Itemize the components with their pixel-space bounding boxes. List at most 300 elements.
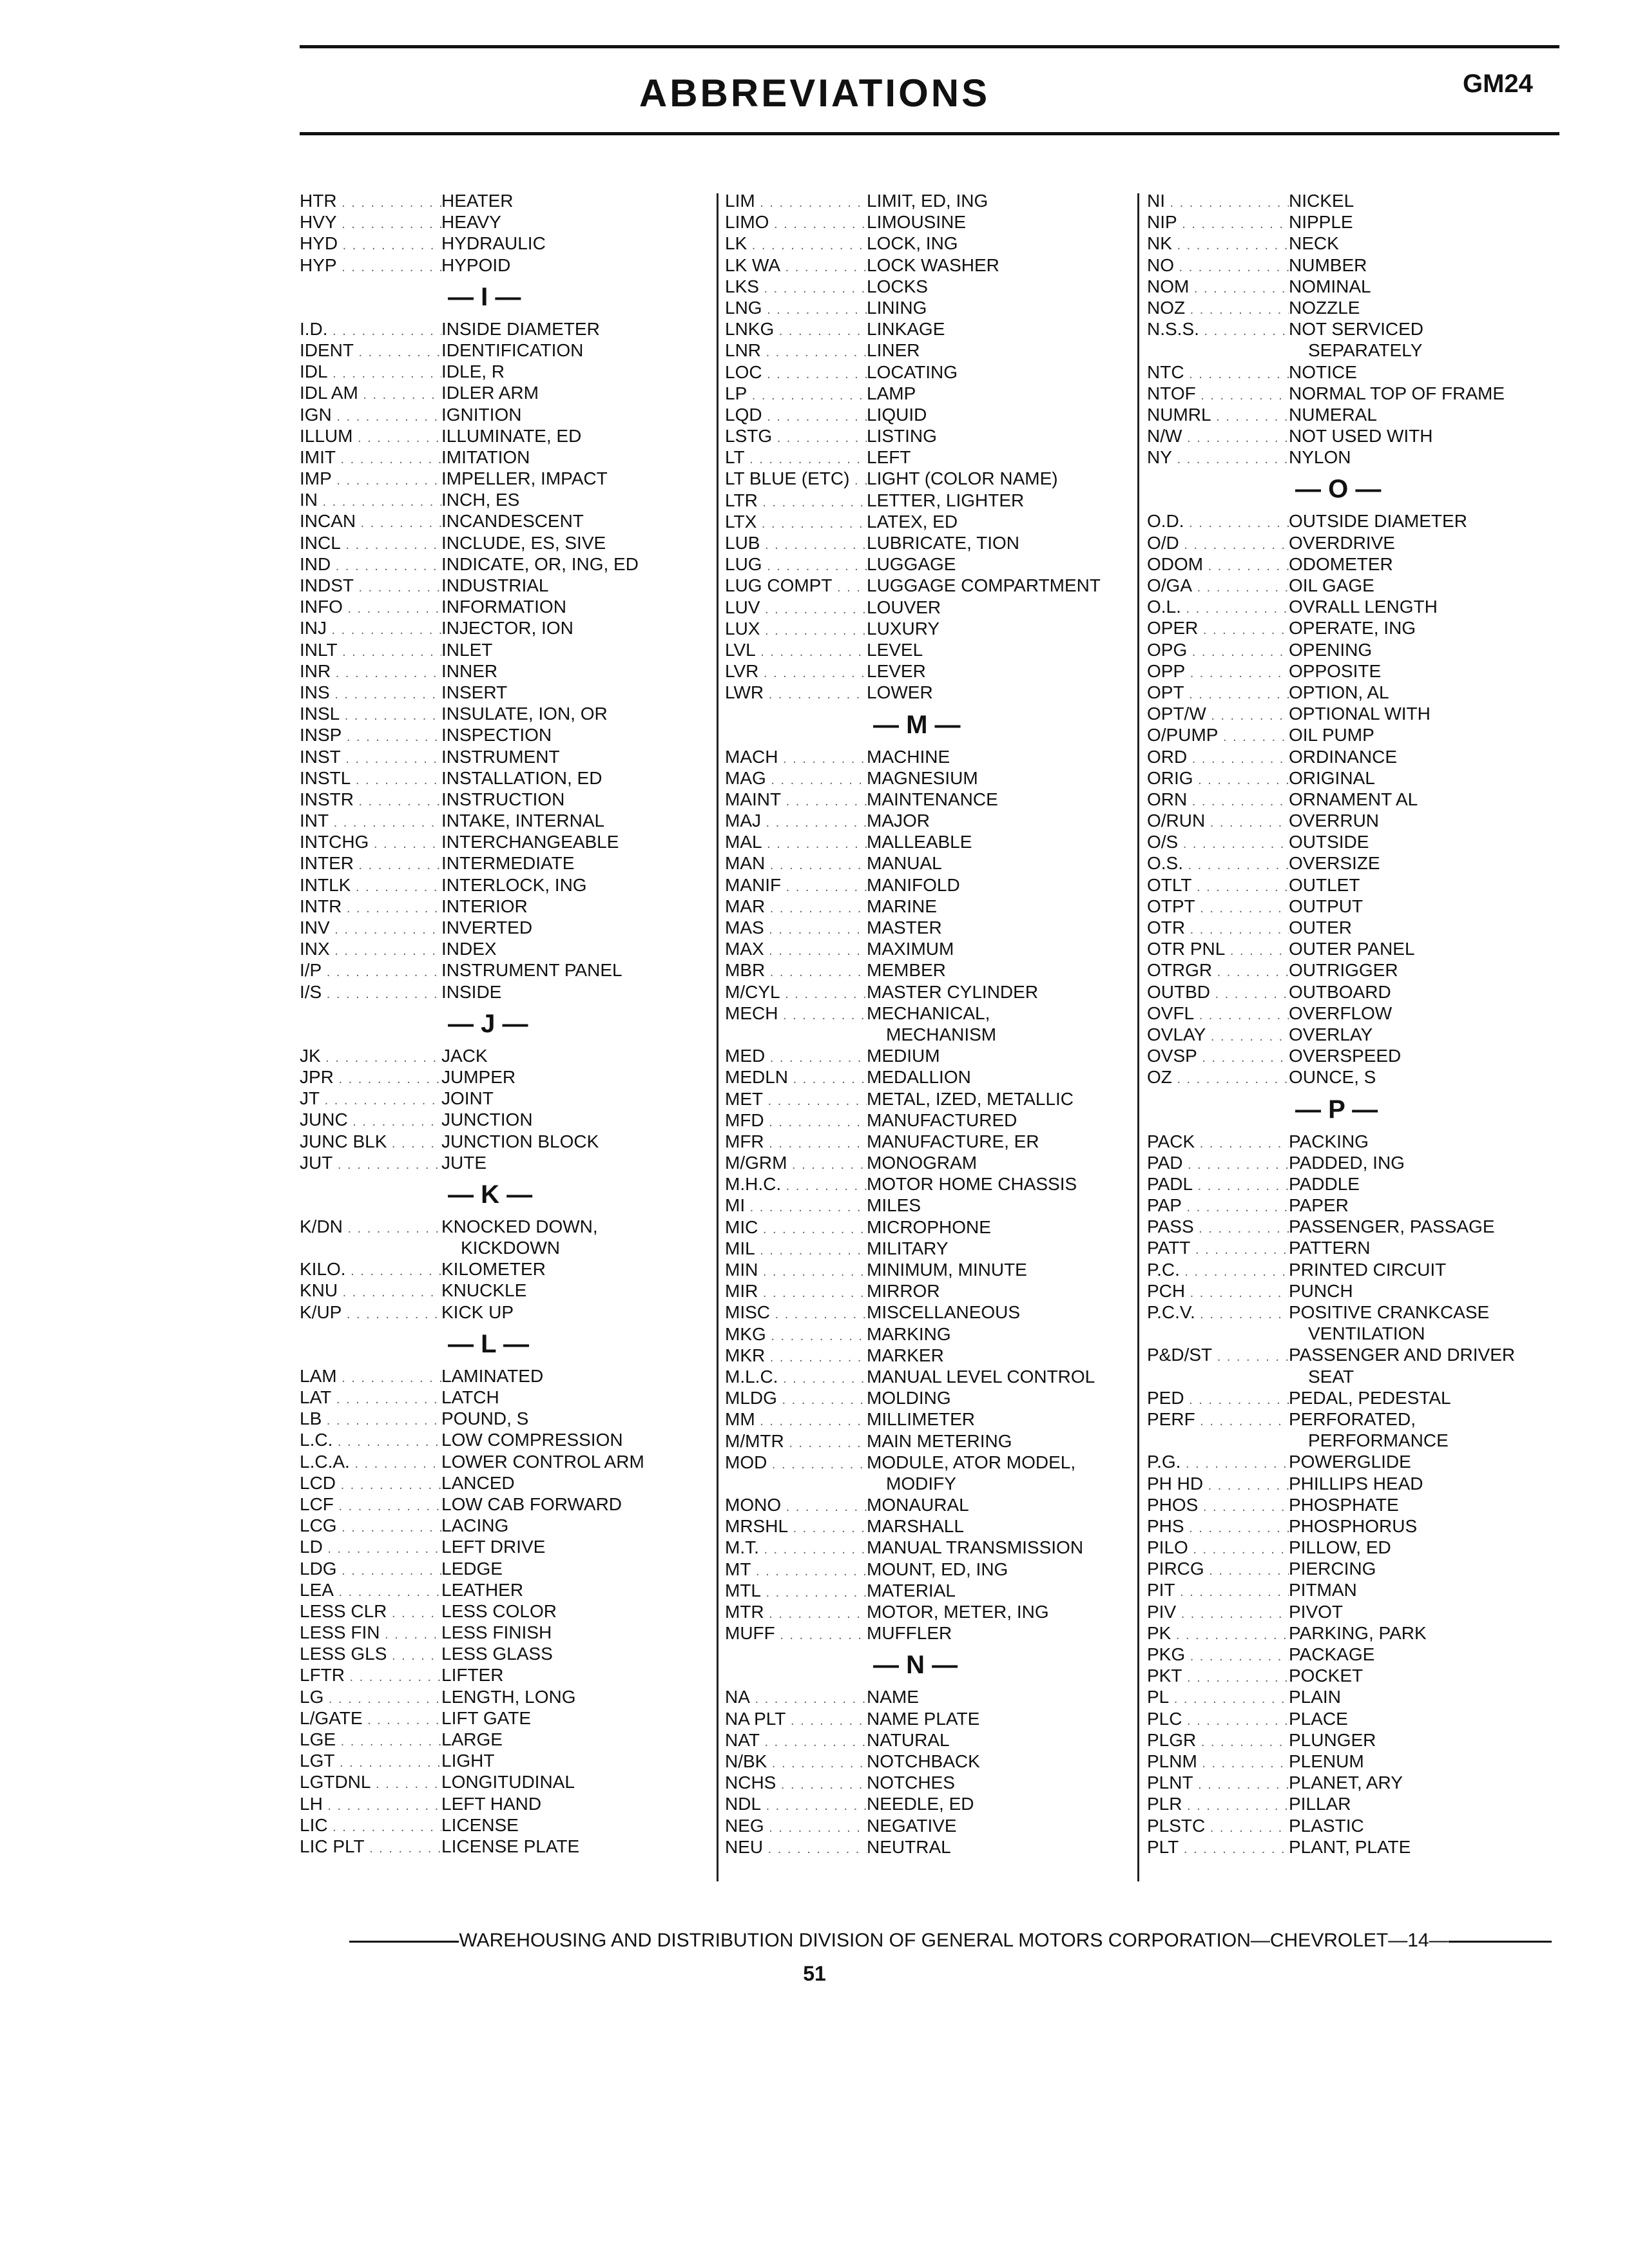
- abbreviation-entry: [300, 1750, 644, 1771]
- meaning: PERFORATED,: [1289, 1408, 1416, 1429]
- abbreviation: [1147, 810, 1289, 834]
- abbreviation-text: MAX: [725, 939, 764, 959]
- abbreviation: [725, 383, 867, 407]
- meaning: PIERCING: [1289, 1559, 1376, 1579]
- abbreviation: [300, 724, 441, 748]
- meaning: LIFTER: [441, 1665, 504, 1686]
- abbreviation-text: PLC: [1147, 1708, 1182, 1729]
- abbreviation: [1147, 233, 1289, 256]
- abbreviation: [300, 1515, 441, 1539]
- abbreviation-entry: [725, 1772, 1101, 1793]
- meaning: KILOMETER: [441, 1259, 546, 1280]
- abbreviation: [1147, 981, 1289, 1005]
- abbreviation-entry: [725, 1601, 1101, 1622]
- abbreviation-entry: [300, 1066, 644, 1088]
- abbreviation: [1147, 1622, 1289, 1646]
- abbreviation-text: NEU: [725, 1836, 764, 1857]
- abbreviation-text: MKG: [725, 1323, 766, 1344]
- abbreviation-entry: [725, 1345, 1101, 1366]
- abbreviation: [725, 468, 867, 492]
- abbreviation-text: PLT: [1147, 1836, 1179, 1857]
- abbreviation-text: INTLK: [300, 874, 351, 895]
- abbreviation: [1147, 1751, 1289, 1774]
- abbreviation-text: L.C.A.: [300, 1451, 350, 1472]
- abbreviation: [300, 1536, 441, 1560]
- abbreviation-entry: [1147, 1537, 1515, 1558]
- meaning: LUBRICATE, TION: [867, 533, 1020, 553]
- abbreviation-entry: [300, 831, 644, 852]
- abbreviation-entry: [300, 810, 644, 831]
- abbreviation-entry: [1147, 510, 1515, 532]
- abbreviation-entry: [300, 1365, 644, 1387]
- abbreviation-text: LGT: [300, 1751, 335, 1771]
- abbreviation-entry: [725, 1323, 1101, 1345]
- header-bottom-rule: [300, 132, 1559, 135]
- abbreviation: [725, 874, 867, 898]
- abbreviation: [1147, 874, 1289, 898]
- abbreviation-entry: [300, 575, 644, 596]
- abbreviation-entry: [1147, 746, 1515, 767]
- abbreviation-text: NCHS: [725, 1773, 776, 1793]
- abbreviation: [1147, 1494, 1289, 1518]
- abbreviation-text: MTR: [725, 1602, 764, 1622]
- abbreviation-entry: [725, 1238, 1101, 1259]
- abbreviation-entry: [725, 1280, 1101, 1302]
- abbreviation-entry: [300, 874, 644, 896]
- abbreviation: [300, 1494, 441, 1517]
- abbreviation: [725, 1729, 867, 1753]
- abbreviation-text: LKS: [725, 276, 759, 296]
- abbreviation-entry: [1147, 1494, 1515, 1515]
- meaning: HEAVY: [441, 212, 501, 233]
- abbreviation: [300, 981, 441, 1005]
- meaning: PLANT, PLATE: [1289, 1836, 1411, 1857]
- meaning: HEATER: [441, 191, 514, 211]
- meaning: MOTOR HOME CHASSIS: [867, 1174, 1077, 1195]
- abbreviation-text: L.C.: [300, 1430, 333, 1450]
- abbreviation-entry: [1147, 1815, 1515, 1836]
- abbreviation-text: LD: [300, 1537, 323, 1557]
- abbreviation-text: OVFL: [1147, 1003, 1195, 1023]
- abbreviation-text: M/MTR: [725, 1430, 784, 1451]
- meaning: INSTRUMENT: [441, 746, 560, 767]
- abbreviation-entry: [1147, 596, 1515, 617]
- meaning: PLUNGER: [1289, 1729, 1376, 1750]
- abbreviation: [1147, 1173, 1289, 1197]
- abbreviation: [300, 682, 441, 706]
- meaning-continuation: VENTILATION: [1308, 1323, 1425, 1344]
- meaning: LISTING: [867, 426, 937, 447]
- meaning: MALLEABLE: [867, 832, 972, 852]
- abbreviation-entry: [725, 682, 1101, 703]
- abbreviation-entry: [1147, 1558, 1515, 1579]
- abbreviation: [725, 1494, 867, 1518]
- abbreviation-text: PL: [1147, 1687, 1170, 1707]
- meaning: LIGHT: [441, 1751, 495, 1771]
- meaning: NUMBER: [1289, 255, 1367, 275]
- abbreviation-text: P&D/ST: [1147, 1345, 1213, 1365]
- abbreviation-entry: [1147, 1216, 1515, 1237]
- abbreviation-text: O/PUMP: [1147, 725, 1219, 745]
- abbreviation-entry: [1147, 1302, 1515, 1323]
- abbreviation-entry: [300, 1451, 644, 1472]
- meaning: HYPOID: [441, 255, 511, 275]
- meaning: INVERTED: [441, 918, 533, 937]
- meaning: LEVER: [867, 661, 926, 682]
- meaning: INSIDE DIAMETER: [441, 318, 600, 339]
- abbreviation-text: MI: [725, 1195, 746, 1216]
- meaning: LEVEL: [867, 639, 923, 660]
- abbreviation: [1147, 1793, 1289, 1817]
- abbreviation: [1147, 361, 1289, 385]
- abbreviation-entry: [300, 1793, 644, 1814]
- abbreviation-entry: [300, 190, 644, 211]
- abbreviation-entry: [725, 276, 1101, 297]
- abbreviation: [1147, 190, 1289, 214]
- abbreviation-text: MAJ: [725, 811, 761, 831]
- meaning: PARKING, PARK: [1289, 1622, 1427, 1643]
- footer-text: WAREHOUSING AND DISTRIBUTION DIVISION OF GENERAL MOTORS CORPORATION—CHEVROLET—14: [459, 1930, 1429, 1951]
- abbreviation: [1147, 938, 1289, 962]
- meaning: OUTBOARD: [1289, 981, 1391, 1002]
- abbreviation-entry: [1147, 1708, 1515, 1729]
- meaning: MONAURAL: [867, 1495, 969, 1515]
- abbreviation: [1147, 1772, 1289, 1796]
- meaning: OUTLET: [1289, 874, 1360, 895]
- abbreviation: [1147, 1644, 1289, 1667]
- abbreviation-text: PATT: [1147, 1238, 1191, 1258]
- abbreviation-text: LESS CLR: [300, 1600, 387, 1621]
- abbreviation: [725, 361, 867, 385]
- abbreviation-text: LFTR: [300, 1665, 345, 1686]
- abbreviation: [1147, 617, 1289, 641]
- section-heading: — O —: [1295, 475, 1382, 504]
- meaning: OVRALL LENGTH: [1289, 597, 1438, 617]
- meaning: LESS GLASS: [441, 1644, 553, 1664]
- meaning: PACKAGE: [1289, 1644, 1375, 1664]
- abbreviation: [1147, 1259, 1289, 1283]
- abbreviation-entry: [1147, 1280, 1515, 1302]
- abbreviation-text: M/CYL: [725, 981, 780, 1002]
- abbreviation: [1147, 703, 1289, 727]
- abbreviation-text: INTR: [300, 896, 342, 916]
- abbreviation: [725, 1580, 867, 1604]
- meaning: MISCELLANEOUS: [867, 1302, 1021, 1323]
- abbreviation-text: ORN: [1147, 789, 1188, 809]
- abbreviation-text: INCAN: [300, 511, 356, 532]
- abbreviation: [725, 1686, 867, 1710]
- abbreviation-entry: [300, 1280, 644, 1301]
- abbreviation: [1147, 276, 1289, 300]
- abbreviation: [300, 1258, 441, 1282]
- abbreviation: [1147, 255, 1289, 278]
- abbreviation: [725, 255, 867, 278]
- meaning: LUGGAGE COMPARTMENT: [867, 575, 1101, 596]
- abbreviation: [1147, 510, 1289, 534]
- abbreviation: [300, 1836, 441, 1860]
- abbreviation: [725, 1238, 867, 1262]
- abbreviation-entry: [300, 318, 644, 340]
- meaning: MARKER: [867, 1345, 944, 1365]
- abbreviation-column-2: [725, 190, 1101, 1858]
- meaning: ORIGINAL: [1289, 767, 1375, 788]
- abbreviation-text: MAG: [725, 767, 766, 788]
- abbreviation: [725, 639, 867, 663]
- abbreviation-text: OTR: [1147, 918, 1186, 937]
- abbreviation-text: LIM: [725, 191, 755, 211]
- abbreviation: [300, 703, 441, 727]
- abbreviation-entry: [1147, 1579, 1515, 1600]
- abbreviation: [300, 1387, 441, 1410]
- abbreviation-text: NTOF: [1147, 383, 1196, 403]
- abbreviation-text: O/D: [1147, 532, 1179, 553]
- meaning: LIQUID: [867, 404, 927, 425]
- abbreviation-entry: [300, 1536, 644, 1557]
- abbreviation-text: MIC: [725, 1216, 758, 1237]
- abbreviation-entry: [725, 447, 1101, 468]
- section-heading: — I —: [448, 282, 521, 311]
- abbreviation-entry: [725, 981, 1101, 1003]
- abbreviation-entry: [1147, 1686, 1515, 1707]
- abbreviation-text: LH: [300, 1793, 323, 1814]
- meaning: POUND, S: [441, 1408, 529, 1429]
- meaning: NEUTRAL: [867, 1836, 951, 1857]
- abbreviation-entry: [725, 618, 1101, 639]
- abbreviation-text: IMIT: [300, 447, 336, 467]
- meaning: INSERT: [441, 682, 508, 702]
- abbreviation-text: MFR: [725, 1131, 764, 1151]
- abbreviation-text: LT: [725, 447, 745, 468]
- abbreviation-entry: [300, 447, 644, 468]
- abbreviation-entry: [725, 852, 1101, 874]
- abbreviation-text: JUNC: [300, 1110, 348, 1130]
- abbreviation: [1147, 1066, 1289, 1090]
- top-rule: [300, 45, 1559, 48]
- abbreviation-text: NUMRL: [1147, 404, 1211, 425]
- abbreviation-entry: [300, 703, 644, 724]
- meaning: LEFT DRIVE: [441, 1537, 546, 1557]
- abbreviation: [1147, 297, 1289, 321]
- abbreviation-text: PADL: [1147, 1173, 1193, 1194]
- abbreviation: [300, 1302, 441, 1325]
- section-heading: — L —: [448, 1329, 529, 1358]
- abbreviation-text: NAT: [725, 1729, 760, 1750]
- abbreviation: [1147, 1131, 1289, 1155]
- abbreviation-text: LESS FIN: [300, 1622, 380, 1643]
- abbreviation-text: MT: [725, 1559, 751, 1579]
- abbreviation-entry: [725, 896, 1101, 917]
- section-heading: — K —: [448, 1180, 533, 1209]
- abbreviation-entry: [1147, 447, 1515, 468]
- abbreviation-entry: [725, 511, 1101, 532]
- abbreviation: [725, 1088, 867, 1112]
- abbreviation-text: NDL: [725, 1794, 762, 1814]
- meaning: LETTER, LIGHTER: [867, 490, 1025, 510]
- abbreviation-text: PACK: [1147, 1131, 1195, 1151]
- abbreviation-entry: [725, 938, 1101, 959]
- abbreviation-entry: [300, 617, 644, 639]
- abbreviation-text: INTER: [300, 853, 354, 874]
- abbreviation: [725, 532, 867, 556]
- page-code: GM24: [1463, 70, 1533, 98]
- abbreviation: [300, 959, 441, 983]
- abbreviation-text: MLDG: [725, 1388, 777, 1408]
- abbreviation: [1147, 1686, 1289, 1710]
- abbreviation: [1147, 596, 1289, 620]
- abbreviation-text: MFD: [725, 1110, 764, 1130]
- footer-line: WAREHOUSING AND DISTRIBUTION DIVISION OF GENERAL MOTORS CORPORATION—CHEVROLET—14—: [329, 1930, 1572, 1952]
- abbreviation: [1147, 1344, 1289, 1368]
- abbreviation-entry: [725, 1537, 1101, 1558]
- meaning: OVERDRIVE: [1289, 532, 1395, 553]
- meaning: OPTIONAL WITH: [1289, 704, 1431, 724]
- abbreviation: [300, 596, 441, 620]
- abbreviation-text: PK: [1147, 1622, 1171, 1643]
- footer-dash-right: [1449, 1941, 1552, 1943]
- abbreviation-text: PAP: [1147, 1195, 1182, 1216]
- meaning: POCKET: [1289, 1666, 1364, 1686]
- meaning: IGNITION: [441, 404, 522, 425]
- abbreviation-text: IDL: [300, 361, 328, 382]
- abbreviation-text: LK WA: [725, 255, 781, 275]
- meaning: OVERSPEED: [1289, 1046, 1402, 1066]
- abbreviation-entry: [725, 1131, 1101, 1152]
- abbreviation: [725, 1601, 867, 1625]
- meaning: INCH, ES: [441, 490, 520, 510]
- abbreviation-entry: [725, 1494, 1101, 1515]
- abbreviation-entry: [300, 510, 644, 532]
- meaning: MAGNESIUM: [867, 767, 978, 788]
- meaning: PHILLIPS HEAD: [1289, 1473, 1423, 1494]
- abbreviation-text: INDST: [300, 575, 354, 595]
- abbreviation-text: NOM: [1147, 276, 1190, 296]
- abbreviation-entry: [725, 660, 1101, 682]
- abbreviation: [300, 1600, 441, 1624]
- abbreviation: [725, 490, 867, 514]
- abbreviation-text: JPR: [300, 1066, 334, 1087]
- meaning: MAIN METERING: [867, 1430, 1012, 1451]
- abbreviation-entry: [725, 1066, 1101, 1088]
- abbreviation: [300, 1280, 441, 1303]
- abbreviation-entry: [725, 1452, 1101, 1473]
- meaning: NUMERAL: [1289, 404, 1377, 425]
- meaning: LANCED: [441, 1472, 515, 1493]
- abbreviation-text: INFO: [300, 597, 343, 617]
- meaning: LARGE: [441, 1729, 503, 1749]
- abbreviation-entry: [725, 1366, 1101, 1387]
- meaning: NYLON: [1289, 447, 1351, 468]
- abbreviation-text: I/P: [300, 960, 322, 981]
- abbreviation-text: I/S: [300, 981, 322, 1002]
- abbreviation-text: NEG: [725, 1815, 764, 1836]
- abbreviation-entry: [725, 553, 1101, 575]
- abbreviation-entry: [1147, 404, 1515, 425]
- abbreviation: [300, 1622, 441, 1646]
- abbreviation: [300, 1429, 441, 1453]
- abbreviation-text: N/BK: [725, 1751, 767, 1771]
- abbreviation-entry: [1147, 318, 1515, 340]
- abbreviation: [300, 1664, 441, 1688]
- abbreviation-text: PHOS: [1147, 1494, 1199, 1515]
- abbreviation-entry: [300, 553, 644, 575]
- abbreviation: [1147, 639, 1289, 663]
- abbreviation-text: LUG COMPT: [725, 575, 833, 596]
- meaning: NOT SERVICED: [1289, 319, 1424, 340]
- abbreviation: [725, 1452, 867, 1475]
- abbreviation: [300, 361, 441, 385]
- meaning: NOTICE: [1289, 361, 1357, 382]
- abbreviation-text: P.C.V.: [1147, 1302, 1195, 1322]
- abbreviation-text: OTR PNL: [1147, 939, 1226, 959]
- abbreviation-entry: [300, 404, 644, 425]
- abbreviation-text: NOZ: [1147, 297, 1186, 318]
- abbreviation-entry: [1147, 1173, 1515, 1195]
- abbreviation: [1147, 1515, 1289, 1539]
- meaning: OPENING: [1289, 639, 1373, 660]
- abbreviation: [725, 1173, 867, 1197]
- section-heading: — J —: [448, 1009, 528, 1038]
- abbreviation: [1147, 1579, 1289, 1603]
- abbreviation-text: MAS: [725, 918, 764, 937]
- abbreviation-text: MANIF: [725, 874, 782, 895]
- abbreviation-entry: [725, 468, 1101, 489]
- abbreviation-entry: [300, 1408, 644, 1429]
- meaning: OVERLAY: [1289, 1024, 1373, 1044]
- abbreviation-text: MAR: [725, 896, 766, 916]
- abbreviation-entry: [1147, 1665, 1515, 1686]
- meaning: LAMINATED: [441, 1365, 544, 1386]
- meaning: MANUAL LEVEL CONTROL: [867, 1366, 1095, 1387]
- abbreviation-entry: [300, 1600, 644, 1622]
- abbreviation-entry: [300, 981, 644, 1003]
- meaning: MEMBER: [867, 960, 946, 981]
- abbreviation: [300, 896, 441, 919]
- abbreviation-entry: [300, 1302, 644, 1323]
- abbreviation-text: MIL: [725, 1238, 755, 1258]
- abbreviation-entry: [1147, 211, 1515, 233]
- abbreviation: [1147, 553, 1289, 577]
- abbreviation: [725, 1515, 867, 1539]
- meaning: LATEX, ED: [867, 511, 958, 532]
- abbreviation-entry: [300, 1664, 644, 1686]
- abbreviation-text: HYP: [300, 255, 337, 275]
- meaning: LEATHER: [441, 1579, 524, 1600]
- meaning: NEEDLE, ED: [867, 1794, 974, 1814]
- meaning: MILLIMETER: [867, 1409, 976, 1430]
- abbreviation-entry: [725, 1580, 1101, 1601]
- abbreviation: [1147, 1473, 1289, 1497]
- meaning: MICROPHONE: [867, 1216, 991, 1237]
- abbreviation: [300, 255, 441, 278]
- abbreviation-entry: [1147, 789, 1515, 810]
- section-heading: — P —: [1295, 1095, 1378, 1124]
- abbreviation-entry: [725, 255, 1101, 276]
- abbreviation: [1147, 831, 1289, 855]
- abbreviation-entry: [1147, 1344, 1515, 1365]
- meaning: PLENUM: [1289, 1751, 1364, 1771]
- abbreviation: [725, 810, 867, 834]
- meaning: MAJOR: [867, 811, 930, 831]
- meaning: ORNAMENT AL: [1289, 789, 1418, 809]
- abbreviation-text: PLR: [1147, 1794, 1182, 1814]
- abbreviation-text: M/GRM: [725, 1153, 787, 1173]
- abbreviation: [1147, 318, 1289, 342]
- abbreviation-text: OPG: [1147, 639, 1188, 660]
- meaning: LACING: [441, 1515, 509, 1536]
- abbreviation-entry: [1147, 1836, 1515, 1858]
- abbreviation-entry: [725, 1559, 1101, 1580]
- abbreviation: [1147, 1216, 1289, 1240]
